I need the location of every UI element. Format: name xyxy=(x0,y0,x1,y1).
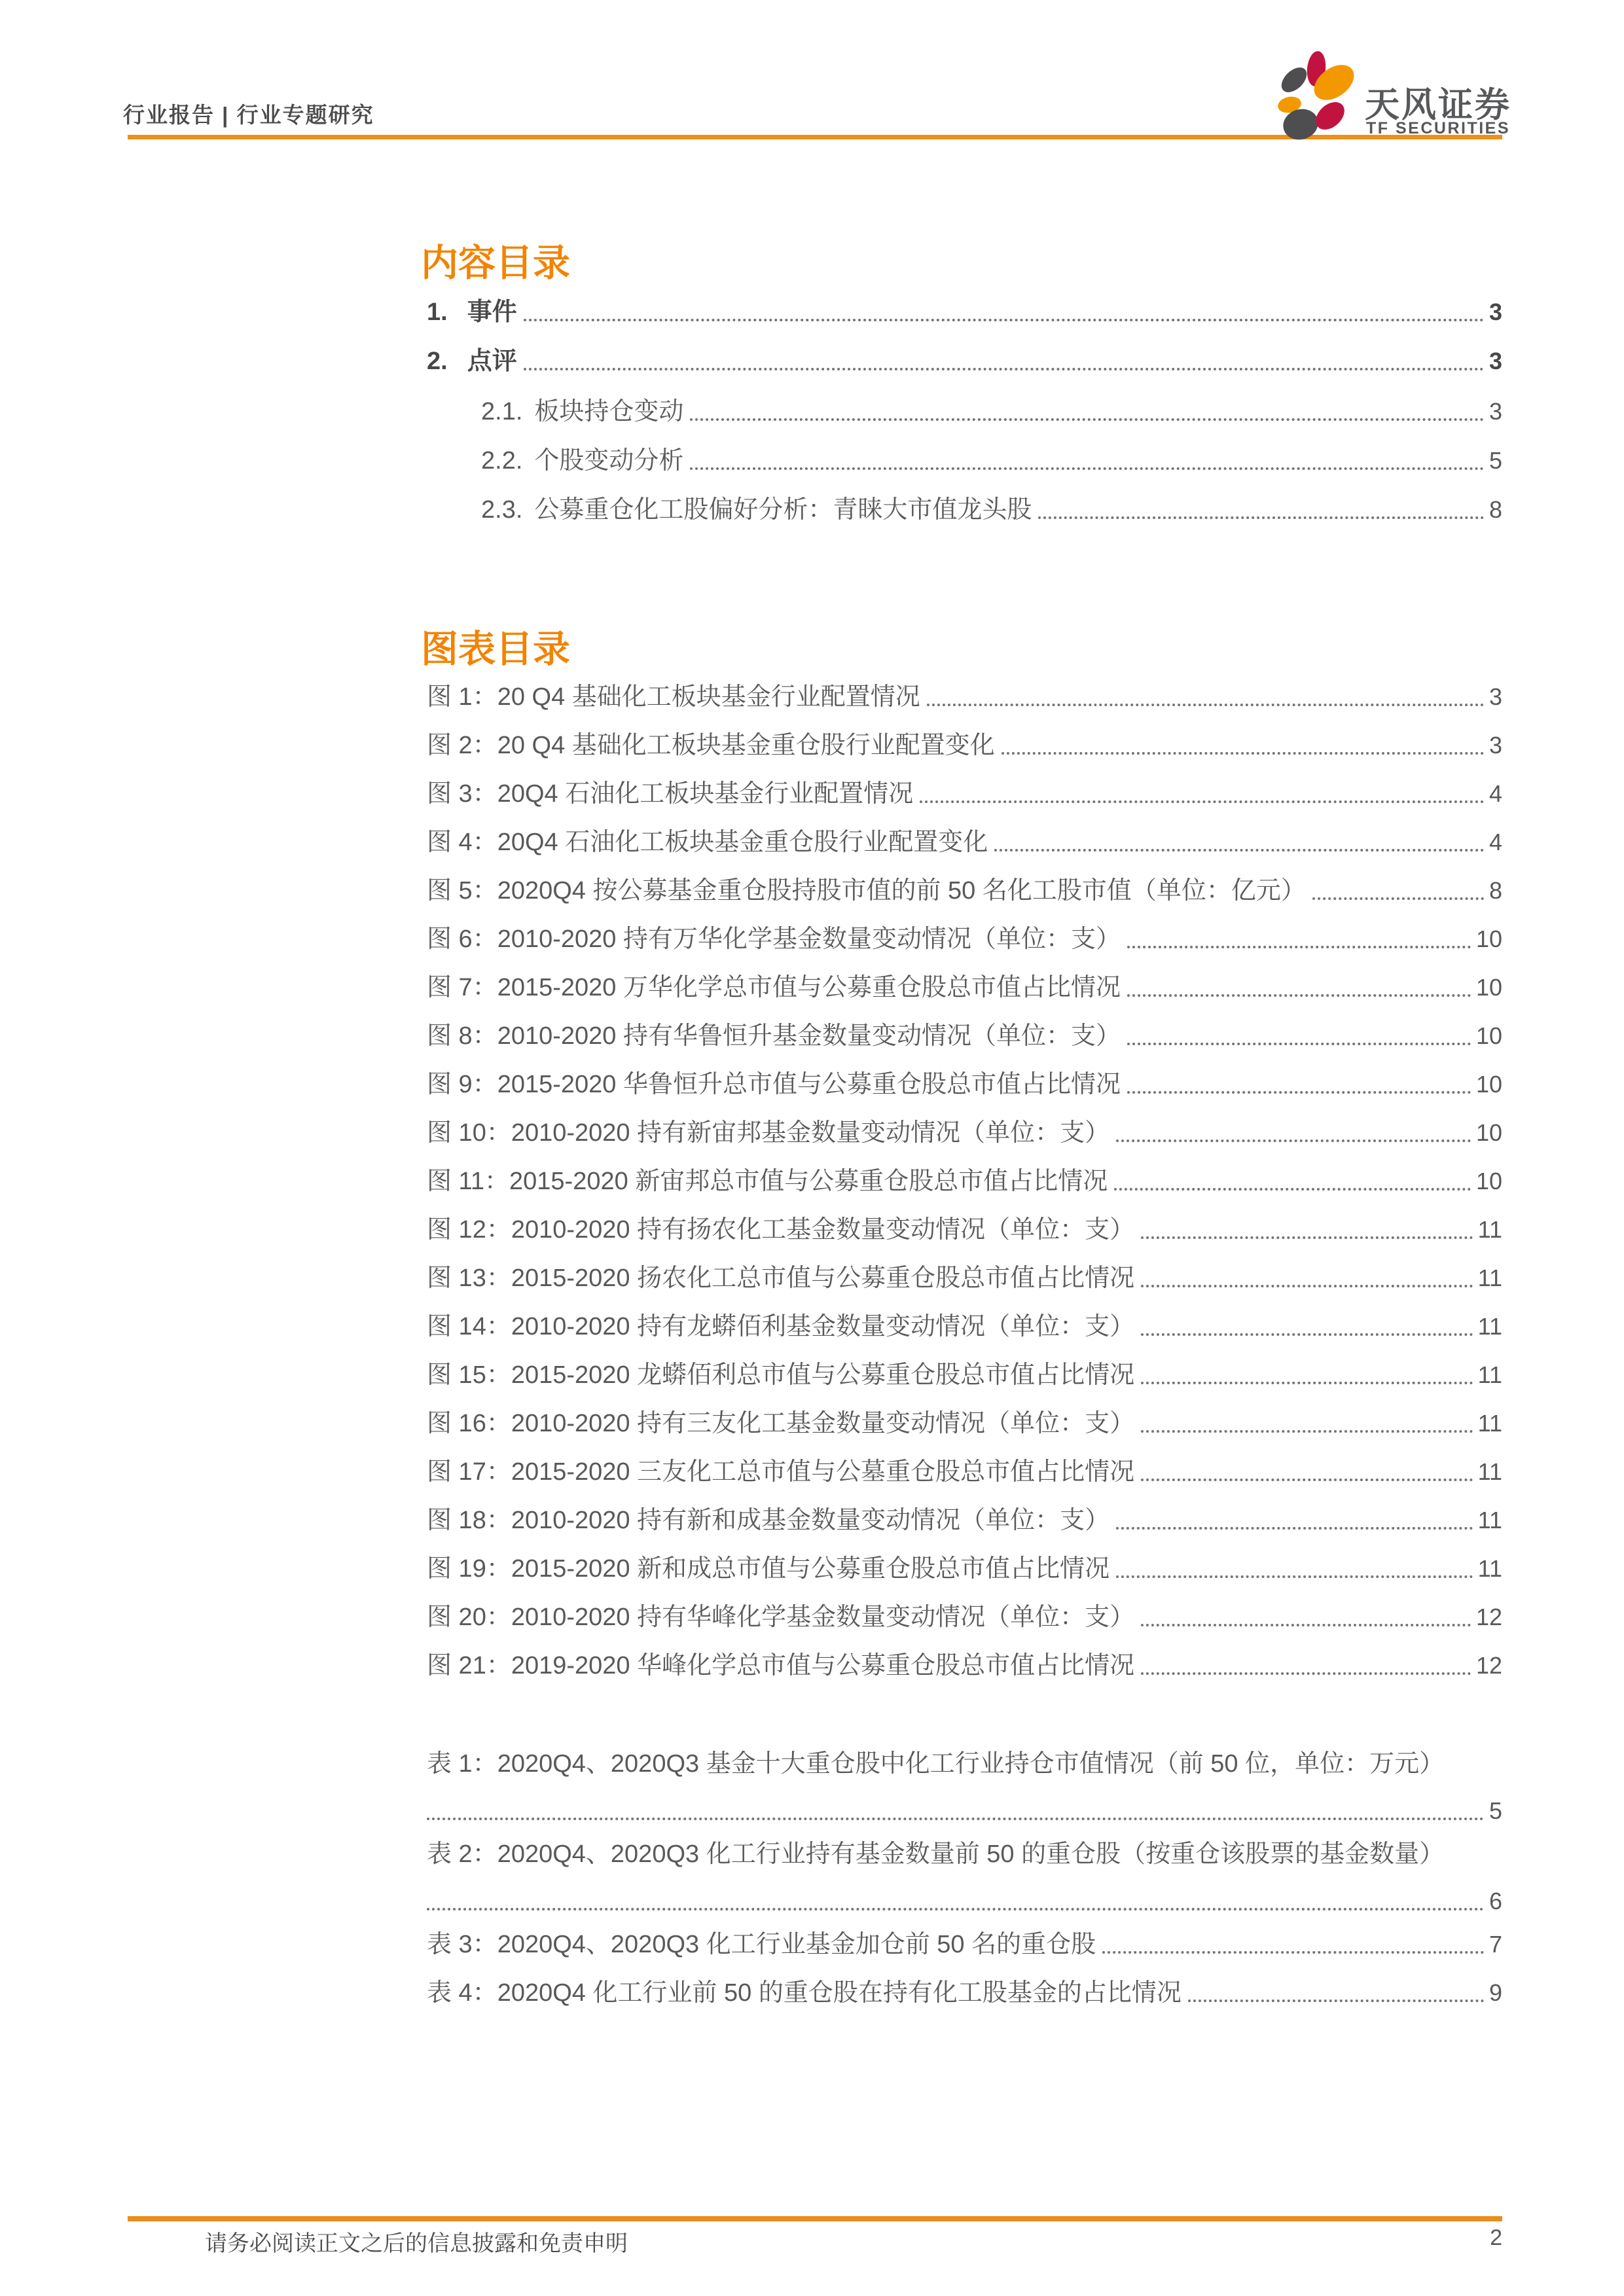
dot-leader xyxy=(1141,1430,1473,1433)
table-entry[interactable] xyxy=(427,1977,1502,2009)
dot-leader xyxy=(1141,1333,1473,1336)
entry-page-number: 3 xyxy=(1489,732,1502,759)
figure-entry[interactable] xyxy=(427,874,1502,907)
entry-title: 图 11：2015-2020 新宙邦总市值与公募重仓股总市值占比情况 xyxy=(427,1168,1108,1195)
report-type-label: 行业报告 | 行业专题研究 xyxy=(123,103,374,127)
entry-title: 图 18：2010-2020 持有新和成基金数量变动情况（单位：支） xyxy=(427,1507,1110,1534)
entry-page-number: 10 xyxy=(1475,1022,1502,1049)
entry-title: 图 4：20Q4 石油化工板块基金重仓股行业配置变化 xyxy=(427,829,988,856)
entry-title: 图 16：2010-2020 持有三友化工基金数量变动情况（单位：支） xyxy=(427,1410,1135,1437)
entry-title: 图 15：2015-2020 龙蟒佰利总市值与公募重仓股总市值占比情况 xyxy=(427,1361,1135,1389)
table-entry-leader[interactable] xyxy=(427,1795,1502,1827)
toc-entry[interactable] xyxy=(427,395,1502,428)
figure-entry[interactable] xyxy=(427,971,1502,1004)
toc-entry[interactable] xyxy=(427,345,1502,378)
entry-page-number: 11 xyxy=(1477,1361,1502,1388)
dot-leader xyxy=(1141,1624,1471,1626)
entry-number: 2. xyxy=(427,348,448,375)
figure-entry[interactable] xyxy=(427,1601,1502,1634)
figure-entry[interactable] xyxy=(427,1068,1502,1101)
footer-disclaimer: 请务必阅读正文之后的信息披露和免责申明 xyxy=(205,2231,628,2256)
entry-page-number: 10 xyxy=(1475,1119,1502,1146)
dot-leader xyxy=(690,467,1484,470)
figure-entry[interactable] xyxy=(427,826,1502,859)
dot-leader xyxy=(994,849,1484,852)
entry-title: 图 8：2010-2020 持有华鲁恒升基金数量变动情况（单位：支） xyxy=(427,1022,1121,1050)
entry-page-number: 4 xyxy=(1489,780,1502,807)
entry-title: 图 3：20Q4 石油化工板块基金行业配置情况 xyxy=(427,780,914,808)
entry-title: 个股变动分析 xyxy=(534,447,684,475)
dot-leader xyxy=(1001,752,1484,755)
entry-page-number: 6 xyxy=(1489,1888,1502,1914)
entry-page-number: 11 xyxy=(1477,1313,1502,1340)
entry-title: 表 4：2020Q4 化工行业前 50 的重仓股在持有化工股基金的占比情况 xyxy=(427,1979,1182,2007)
footer-rule xyxy=(128,2216,1502,2221)
entry-title: 图 21：2019-2020 华峰化学总市值与公募重仓股总市值占比情况 xyxy=(427,1652,1135,1679)
figure-entry[interactable] xyxy=(427,1310,1502,1343)
entry-title: 图 6：2010-2020 持有万华化学基金数量变动情况（单位：支） xyxy=(427,925,1121,953)
entry-number: 2.1. xyxy=(481,398,523,425)
entry-title: 图 2：20 Q4 基础化工板块基金重仓股行业配置变化 xyxy=(427,732,995,759)
entry-title: 事件 xyxy=(467,298,517,326)
entry-page-number: 3 xyxy=(1489,398,1502,425)
figure-entry[interactable] xyxy=(427,923,1502,956)
entry-page-number: 12 xyxy=(1475,1604,1502,1630)
entry-title: 图 7：2015-2020 万华化学总市值与公募重仓股总市值占比情况 xyxy=(427,974,1121,1001)
entry-page-number: 4 xyxy=(1489,829,1502,855)
figure-toc-heading: 图表目录 xyxy=(421,628,570,670)
dot-leader xyxy=(1188,2000,1484,2002)
dot-leader xyxy=(1141,1236,1473,1239)
figure-entry[interactable] xyxy=(427,778,1502,810)
entry-title: 公募重仓化工股偏好分析：青睐大市值龙头股 xyxy=(534,496,1032,524)
figure-entry[interactable] xyxy=(427,1407,1502,1440)
dot-leader xyxy=(1312,897,1484,900)
brand-name-cn: 天风证券 xyxy=(1365,86,1511,124)
dot-leader xyxy=(1141,1285,1473,1287)
entry-page-number: 10 xyxy=(1475,925,1502,952)
entry-title: 图 17：2015-2020 三友化工总市值与公墓重仓股总市值占比情况 xyxy=(427,1458,1135,1486)
dot-leader xyxy=(1127,1043,1471,1045)
figure-entry[interactable] xyxy=(427,729,1502,762)
dot-leader xyxy=(690,418,1484,421)
entry-page-number: 5 xyxy=(1489,447,1502,474)
entry-title: 图 20：2010-2020 持有华峰化学基金数量变动情况（单位：支） xyxy=(427,1604,1135,1631)
dot-leader xyxy=(1141,1479,1473,1481)
entry-title: 板块持仓变动 xyxy=(534,398,684,425)
tf-securities-logo xyxy=(1275,50,1511,138)
toc-entry[interactable] xyxy=(427,493,1502,526)
dot-leader xyxy=(1116,1575,1473,1578)
toc-entry[interactable] xyxy=(427,296,1502,329)
entry-page-number: 5 xyxy=(1489,1797,1502,1824)
dot-leader xyxy=(1116,1527,1473,1530)
entry-title: 图 5：2020Q4 按公募基金重仓股持股市值的前 50 名化工股市值（单位：亿元） xyxy=(427,877,1306,905)
dot-leader xyxy=(1038,516,1484,519)
entry-page-number: 12 xyxy=(1475,1652,1502,1679)
entry-title: 图 14：2010-2020 持有龙蟒佰利基金数量变动情况（单位：支） xyxy=(427,1313,1135,1340)
dot-leader xyxy=(1102,1951,1484,1954)
dot-leader xyxy=(1114,1188,1471,1191)
entry-title: 图 19：2015-2020 新和成总市值与公募重仓股总市值占比情况 xyxy=(427,1555,1110,1583)
page-number: 2 xyxy=(1490,2225,1502,2250)
content-toc-heading: 内容目录 xyxy=(421,242,570,284)
figure-entry[interactable] xyxy=(427,1020,1502,1052)
toc-entry[interactable] xyxy=(427,444,1502,477)
figure-entry[interactable] xyxy=(427,1262,1502,1295)
entry-page-number: 11 xyxy=(1477,1458,1502,1485)
entry-page-number: 11 xyxy=(1477,1507,1502,1534)
entry-page-number: 3 xyxy=(1489,348,1502,374)
entry-number: 2.3. xyxy=(481,496,523,524)
dot-leader xyxy=(1141,1382,1473,1384)
brand-name-en: TF SECURITIES xyxy=(1366,119,1511,137)
flower-logo-icon xyxy=(1275,50,1360,141)
dot-leader xyxy=(524,319,1484,321)
figure-entry[interactable] xyxy=(427,1117,1502,1149)
entry-page-number: 11 xyxy=(1477,1410,1502,1437)
figure-entry[interactable] xyxy=(427,1456,1502,1488)
entry-page-number: 11 xyxy=(1477,1265,1502,1291)
dot-leader xyxy=(524,368,1484,370)
figure-entry[interactable] xyxy=(427,681,1502,713)
figure-entry[interactable] xyxy=(427,1552,1502,1585)
entry-page-number: 10 xyxy=(1475,1071,1502,1098)
entry-page-number: 10 xyxy=(1475,1168,1502,1194)
entry-title: 表 3：2020Q4、2020Q3 化工行业基金加仓前 50 名的重仓股 xyxy=(427,1931,1096,1958)
entry-page-number: 11 xyxy=(1477,1555,1502,1582)
figure-entry[interactable] xyxy=(427,1213,1502,1246)
entry-title: 表 2：2020Q4、2020Q3 化工行业持有基金数量前 50 的重仓股（按重仓该股票的基金数量） xyxy=(427,1840,1445,1868)
entry-page-number: 3 xyxy=(1489,298,1502,325)
dot-leader xyxy=(1127,994,1471,997)
entry-page-number: 10 xyxy=(1475,974,1502,1001)
dot-leader xyxy=(1141,1672,1471,1675)
dot-leader xyxy=(1127,1091,1471,1094)
figure-entry[interactable] xyxy=(427,1649,1502,1682)
dot-leader xyxy=(427,1818,1484,1820)
entry-page-number: 8 xyxy=(1489,877,1502,904)
entry-title: 表 1：2020Q4、2020Q3 基金十大重仓股中化工行业持仓市值情况（前 50 位，单位：万元） xyxy=(427,1750,1445,1778)
dot-leader xyxy=(927,704,1484,706)
entry-page-number: 8 xyxy=(1489,496,1502,523)
dot-leader xyxy=(920,800,1484,803)
entry-title: 图 13：2015-2020 扬农化工总市值与公募重仓股总市值占比情况 xyxy=(427,1265,1135,1292)
figure-entry[interactable] xyxy=(427,1504,1502,1537)
figure-entry[interactable] xyxy=(427,1165,1502,1198)
dot-leader xyxy=(1116,1139,1471,1142)
entry-title: 图 1：20 Q4 基础化工板块基金行业配置情况 xyxy=(427,683,920,711)
figure-entry[interactable] xyxy=(427,1359,1502,1391)
entry-page-number: 9 xyxy=(1489,1979,1502,2006)
entry-number: 2.2. xyxy=(481,447,523,475)
entry-title: 图 12：2010-2020 持有扬农化工基金数量变动情况（单位：支） xyxy=(427,1216,1135,1244)
table-entry[interactable] xyxy=(427,1748,1502,1780)
entry-title: 点评 xyxy=(467,348,517,375)
dot-leader xyxy=(427,1908,1484,1910)
entry-title: 图 10：2010-2020 持有新宙邦基金数量变动情况（单位：支） xyxy=(427,1119,1110,1147)
entry-number: 1. xyxy=(427,298,448,326)
entry-page-number: 11 xyxy=(1477,1216,1502,1243)
table-entry-leader[interactable] xyxy=(427,1885,1502,1918)
entry-page-number: 3 xyxy=(1489,683,1502,710)
table-entry[interactable] xyxy=(427,1928,1502,1961)
entry-title: 图 9：2015-2020 华鲁恒升总市值与公募重仓股总市值占比情况 xyxy=(427,1071,1121,1098)
table-entry[interactable] xyxy=(427,1838,1502,1871)
entry-page-number: 7 xyxy=(1489,1931,1502,1958)
dot-leader xyxy=(1127,946,1471,948)
